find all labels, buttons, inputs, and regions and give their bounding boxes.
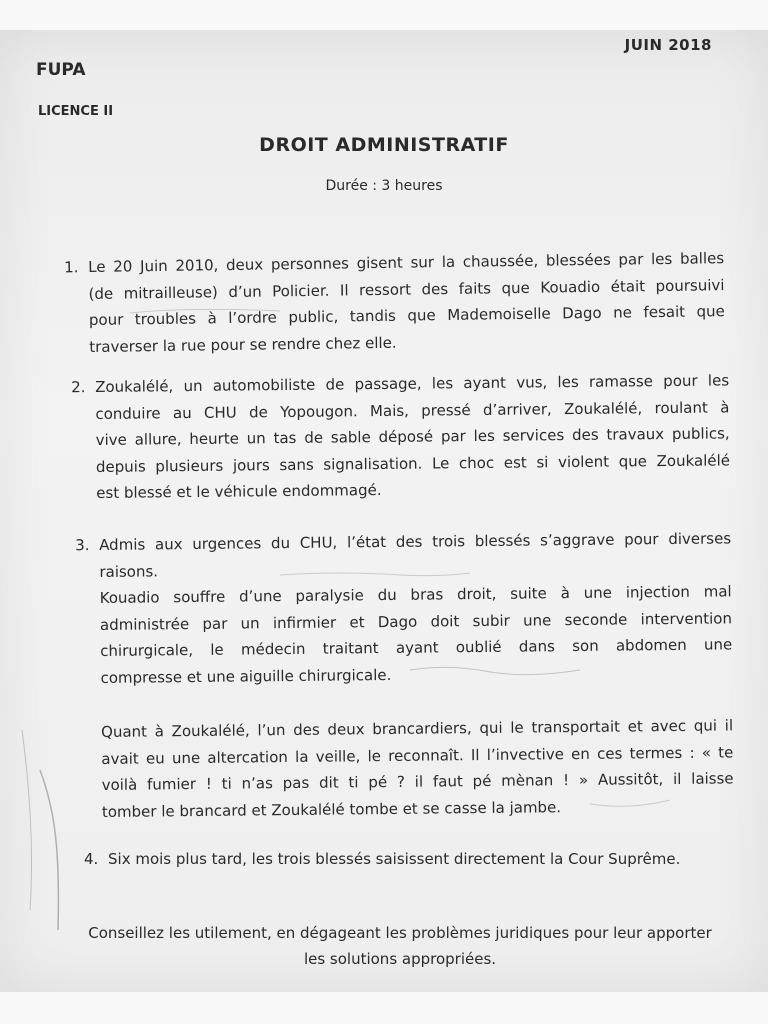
question-line: traverser la rue pour se rendre chez elle. (89, 333, 397, 356)
question-line: depuis plusieurs jours sans signalisation. Le choc est si violent que Zoukalélé (95, 450, 731, 476)
bottom-margin (0, 992, 768, 1024)
question-line: Zoukalélé, un automobiliste de passage, les ayant vus, les ramasse pour les (95, 371, 730, 396)
question-line: Le 20 Juin 2010, deux personnes gisent sur la chaussée, blessées par les balles (88, 249, 725, 276)
instruction-line: les solutions appropriées. (303, 950, 497, 968)
question-line: voilà fumier ! ti n’as pas dit ti pé ? il faut pé mènan ! » Aussitôt, il laisse (101, 769, 734, 794)
question-line: Six mois plus tard, les trois blessés saisissent directement la Cour Suprême. (108, 850, 681, 868)
question-line: (de mitrailleuse) d’un Policier. Il ressort des faits que Kouadio était poursuivi (88, 275, 725, 303)
question-number: 2. (71, 378, 86, 397)
question-number: 1. (64, 258, 79, 277)
question-line: vive allure, heurte un tas de sable déposé par les services des travaux publics, (95, 424, 730, 449)
exam-date: JUIN 2018 (624, 36, 712, 54)
question-line: administrée par un infirmier et Dago doit subir une seconde intervention (99, 608, 733, 634)
question-line: avait eu une altercation la veille, le reconnaît. Il l’invective en ces termes : « te (101, 742, 734, 768)
question-line: est blessé et le véhicule endommagé. (96, 481, 382, 502)
question-line: compresse et une aiguille chirurgicale. (100, 665, 392, 687)
school-name: FUPA (36, 60, 86, 80)
question-line: conduire au CHU de Yopougon. Mais, pressé d’arriver, Zoukalélé, roulant à (95, 397, 730, 423)
top-margin (0, 0, 768, 30)
question-number: 4. (84, 850, 99, 868)
question-line: tomber le brancard et Zoukalélé tombe et se casse la jambe. (101, 797, 562, 821)
question-line: Quant à Zoukalélé, l’un des deux brancardiers, qui le transportait et avec qui il (101, 716, 734, 741)
question-line: chirurgicale, le médecin traitant ayant oublié dans son abdomen une (100, 635, 733, 660)
exam-duration: Durée : 3 heures (325, 178, 443, 194)
question-number: 3. (75, 536, 90, 555)
instruction-line: Conseillez les utilement, en dégageant les problèmes juridiques pour leur apporter (88, 924, 712, 942)
question-line: Admis aux urgences du CHU, l’état des trois blessés s’aggrave pour diverses (99, 529, 732, 554)
question-line: Kouadio souffre d’une paralysie du bras droit, suite à une injection mal (99, 582, 732, 607)
exam-title: DROIT ADMINISTRATIF (259, 134, 509, 156)
exam-sheet (0, 30, 768, 992)
question-line: pour troubles à l’ordre public, tandis que Mademoiselle Dago ne fesait que (88, 302, 725, 329)
question-line: raisons. (99, 561, 159, 581)
study-level: LICENCE II (38, 104, 114, 119)
pencil-marks (0, 30, 768, 992)
